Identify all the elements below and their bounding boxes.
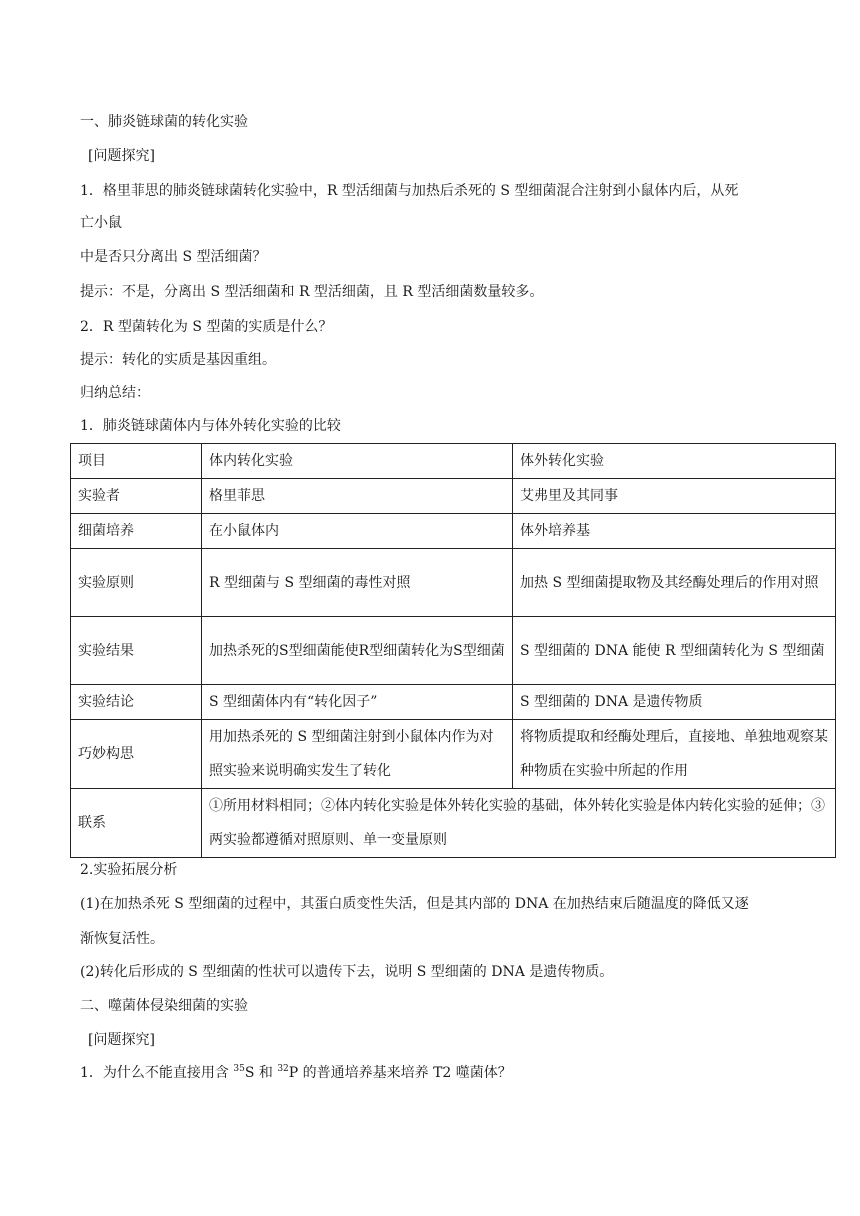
table-row [71, 720, 836, 789]
table-cell: 加热杀死的S型细菌能使R型细菌转化为S型细菌 [202, 617, 513, 685]
section2-heading: 二、噬菌体侵染细菌的实验 [80, 998, 248, 1014]
table-row [71, 514, 836, 549]
table-cell: 用加热杀死的 S 型细菌注射到小鼠体内作为对照实验来说明确实发生了转化 [202, 720, 513, 789]
table-cell: 在小鼠体内 [202, 514, 513, 549]
table-row [71, 789, 836, 858]
section1-heading: 一、肺炎链球菌的转化实验 [80, 114, 248, 130]
table-row-label: 实验结果 [71, 617, 202, 685]
table-cell: 艾弗里及其同事 [513, 479, 836, 514]
table-header-cell: 体内转化实验 [202, 444, 513, 479]
extension-heading: 2.实验拓展分析 [80, 862, 178, 878]
answer-2: 提示：转化的实质是基因重组。 [80, 352, 276, 368]
table-merged-cell: ①所用材料相同；②体内转化实验是体外转化实验的基础，体外转化实验是体内转化实验的延伸；③两实验都遵循对照原则、单一变量原则 [202, 789, 836, 858]
table-cell: 加热 S 型细菌提取物及其经酶处理后的作用对照 [513, 549, 836, 617]
comparison-table [70, 443, 836, 858]
problem-probe-label: [问题探究] [88, 1032, 155, 1048]
table-row [71, 617, 836, 685]
table-row-label: 联系 [71, 789, 202, 858]
question-1-line-2: 亡小鼠 [80, 215, 122, 231]
table-row-label: 实验结论 [71, 685, 202, 720]
table-header-row [71, 444, 836, 479]
table-cell: R 型细菌与 S 型细菌的毒性对照 [202, 549, 513, 617]
table-cell: 格里菲思 [202, 479, 513, 514]
extension-2: (2)转化后形成的 S 型细菌的性状可以遗传下去，说明 S 型细菌的 DNA 是遗传物质。 [80, 964, 614, 980]
question-3-text: P 的普通培养基来培养 T2 噬菌体？ [288, 1065, 512, 1081]
answer-1: 提示：不是，分离出 S 型活细菌和 R 型活细菌，且 R 型活细菌数量较多。 [80, 284, 544, 300]
extension-1-line-2: 渐恢复活性。 [80, 931, 164, 947]
question-3 [80, 1063, 790, 1083]
question-1-line-3: 中是否只分离出 S 型活细菌？ [80, 249, 267, 265]
table-cell: S 型细菌体内有“转化因子” [202, 685, 513, 720]
table-cell: S 型细菌的 DNA 是遗传物质 [513, 685, 836, 720]
table-row-label: 巧妙构思 [71, 720, 202, 789]
table-row-label: 实验原则 [71, 549, 202, 617]
question-3-text: 1．为什么不能直接用含 [80, 1065, 234, 1081]
table-row-label: 细菌培养 [71, 514, 202, 549]
problem-probe-label: [问题探究] [88, 148, 155, 164]
table-cell: 将物质提取和经酶处理后，直接地、单独地观察某种物质在实验中所起的作用 [513, 720, 836, 789]
table-caption: 1．肺炎链球菌体内与体外转化实验的比较 [80, 418, 341, 434]
isotope-mass-number: 35 [233, 1064, 245, 1074]
table-row [71, 549, 836, 617]
extension-1-line-1: (1)在加热杀死 S 型细菌的过程中，其蛋白质变性失活，但是其内部的 DNA 在加热结束后随温度的降低又逐 [80, 896, 749, 912]
table-cell: 体外培养基 [513, 514, 836, 549]
table-header-cell: 项目 [71, 444, 202, 479]
table-cell: S 型细菌的 DNA 能使 R 型细菌转化为 S 型细菌 [513, 617, 836, 685]
question-2: 2．R 型菌转化为 S 型菌的实质是什么？ [80, 319, 333, 335]
question-3-text: S 和 [244, 1065, 278, 1081]
table-row [71, 685, 836, 720]
table-row-label: 实验者 [71, 479, 202, 514]
table-header-cell: 体外转化实验 [513, 444, 836, 479]
table-row [71, 479, 836, 514]
summary-heading: 归纳总结： [80, 385, 150, 401]
question-1-line-1: 1．格里菲思的肺炎链球菌转化实验中，R 型活细菌与加热后杀死的 S 型细菌混合注射到小鼠体内后，从死 [80, 183, 739, 199]
isotope-mass-number: 32 [277, 1064, 289, 1074]
